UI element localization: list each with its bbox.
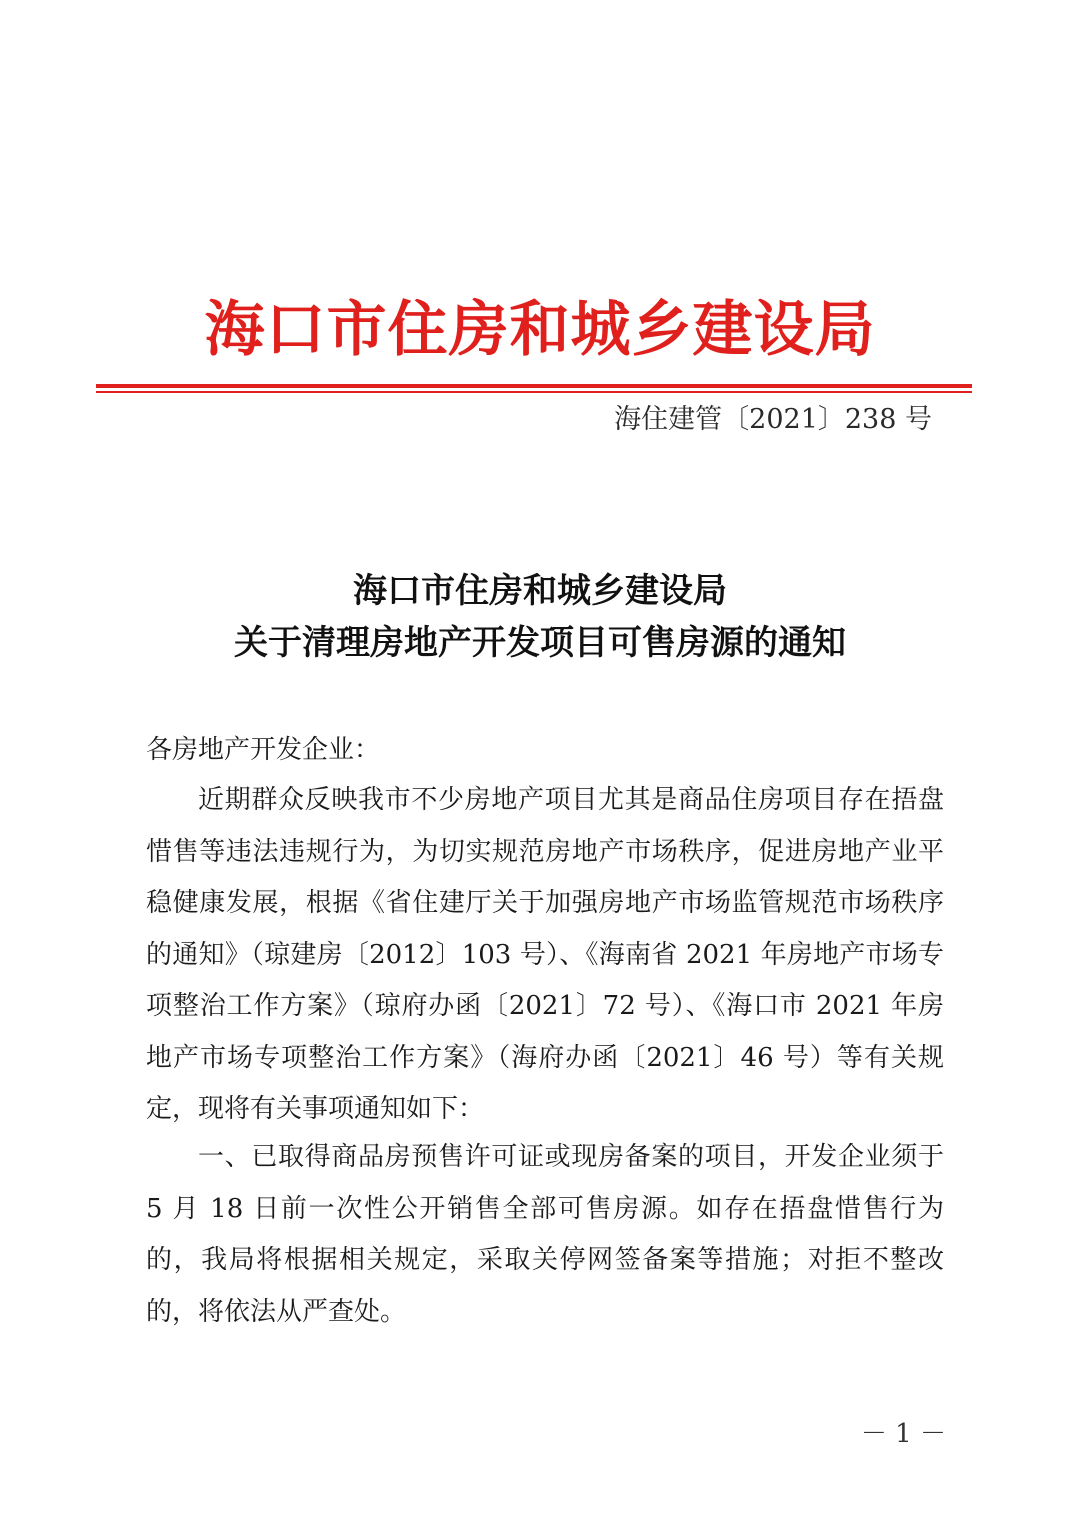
body-paragraph-item-1: 一、已取得商品房预售许可证或现房备案的项目，开发企业须于 5 月 18 日前一次性公开销售全部可售房源。如存在捂盘惜售行为的，我局将根据相关规定，采取关停网签备案等措施；对拒不整改的，将依法从严查处。 (146, 1142, 944, 1327)
notice-title-line-2: 关于清理房地产开发项目可售房源的通知 (234, 623, 846, 663)
notice-title-line-1: 海口市住房和城乡建设局 (353, 571, 727, 611)
document-number: 海住建管〔2021〕238 号 (614, 404, 932, 435)
body-paragraph-intro: 近期群众反映我市不少房地产项目尤其是商品住房项目存在捂盘惜售等违法违规行为，为切实规范房地产市场秩序，促进房地产业平稳健康发展，根据《省住建厅关于加强房地产市场监管规范市场秩序的通知》（琼建房〔2012〕103 号）、《海南省 2021 年房地产市场专项整治工作方案》（琼府办函〔2021〕72 号）、《海口市 2021 年房地产市场专项整治工作方案》（海府办函〔2021〕46 号）等有关规定，现将有关事项通知如下： (146, 785, 944, 1124)
red-divider-line (96, 384, 972, 388)
salutation: 各房地产开发企业： (146, 735, 381, 765)
red-divider-line-thin (96, 391, 972, 393)
page-number: － 1 － (860, 1419, 946, 1449)
issuing-organization-header: 海口市住房和城乡建设局 (204, 295, 876, 365)
